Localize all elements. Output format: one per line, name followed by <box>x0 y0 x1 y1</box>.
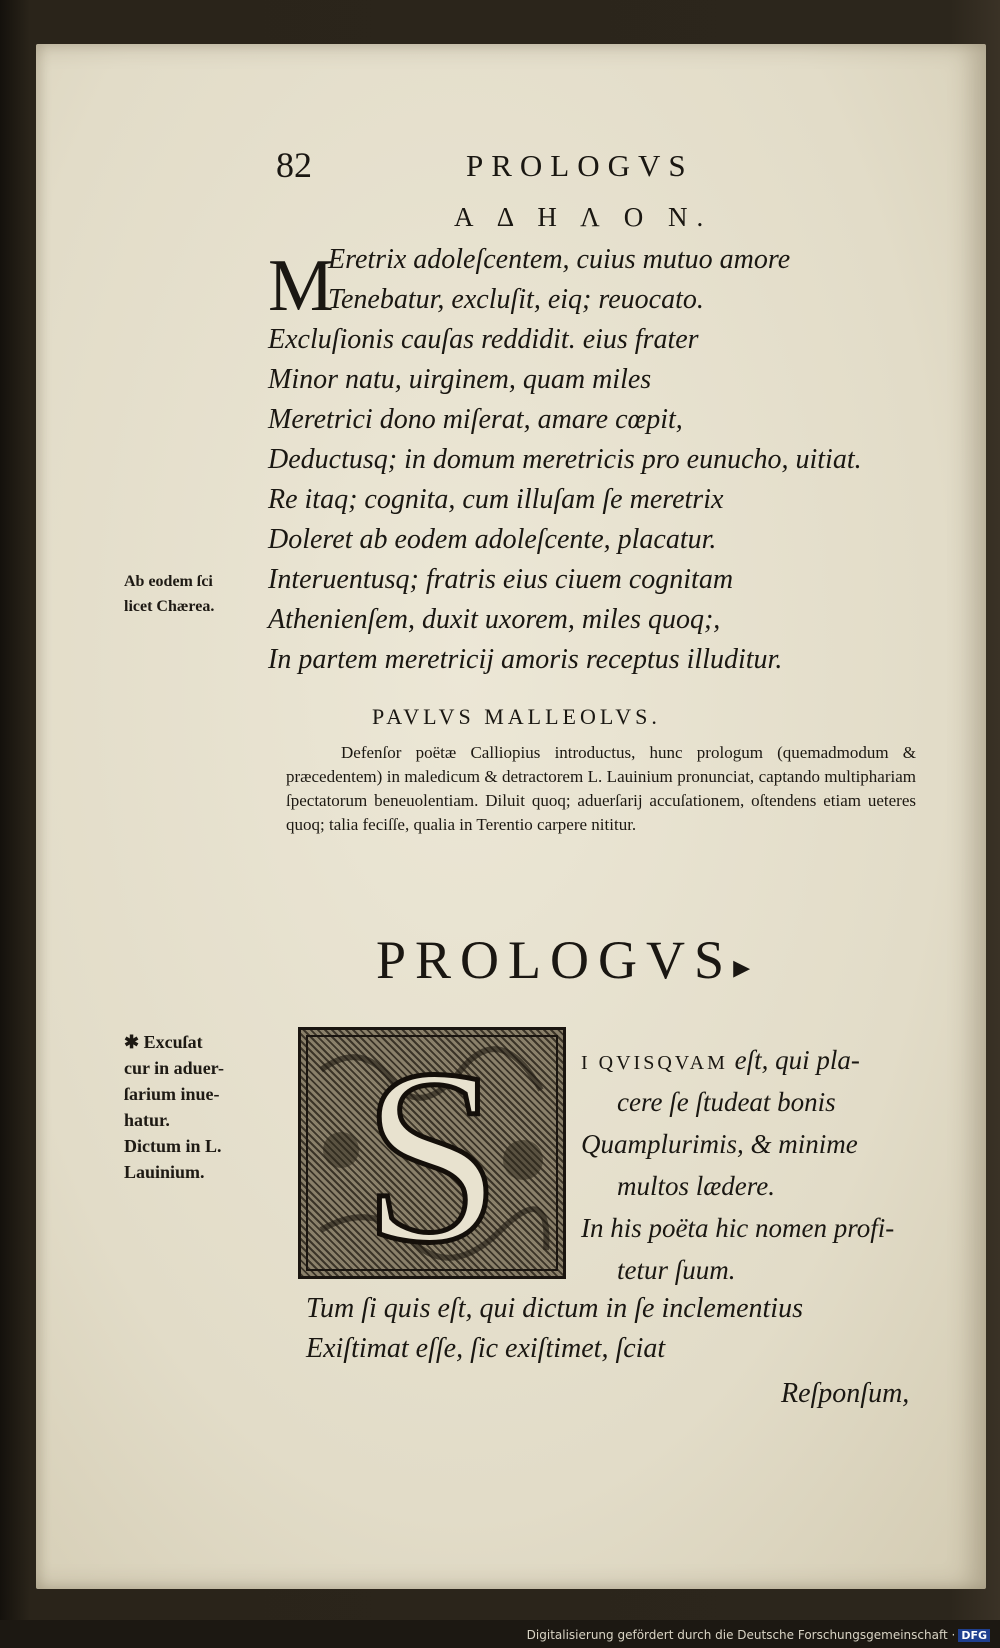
argument-line: Minor natu, uirginem, quam miles <box>268 364 652 395</box>
argument-initial: M <box>268 245 334 327</box>
argument-line: Athenienſem, duxit uxorem, miles quoq;, <box>268 604 721 635</box>
argument-title: A Δ Η Λ Ο Ν. <box>454 202 713 232</box>
prologue-heading-text: PROLOGVS <box>376 930 734 990</box>
prologue-line-rest: eſt, qui pla- <box>727 1045 860 1075</box>
margin-note-line: hatur. <box>124 1110 170 1130</box>
argument-line: Re itaq; cognita, cum illuſam ſe meretrix <box>268 484 724 515</box>
prologue-verse <box>581 1040 961 1292</box>
argument-line: Tenebatur, excluſit, eiq; reuocato. <box>328 284 704 315</box>
argument-line: Deductusq; in domum meretricis pro eunucho, uitiat. <box>268 444 862 475</box>
prologue-line: cere ſe ſtudeat bonis <box>617 1087 836 1117</box>
argument-line: Meretrici dono miſerat, amare cœpit, <box>268 404 683 435</box>
prologue-line <box>581 1040 961 1082</box>
catchword: Reſponſum, <box>781 1378 910 1409</box>
argument-line: Doleret ab eodem adoleſcente, placatur. <box>268 524 717 555</box>
prologue-line: Tum ſi quis eſt, qui dictum in ſe inclementius <box>306 1293 803 1324</box>
woodcut-illustration-icon <box>301 1030 563 1276</box>
prologue-small-caps: I QVISQVAM <box>581 1052 728 1074</box>
argument-line: Excluſionis cauſas reddidit. eius frater <box>268 324 699 355</box>
woodcut-initial <box>298 1027 566 1279</box>
prologue-line: multos lædere. <box>617 1171 775 1201</box>
prologue-line: In his poëta hic nomen profi- <box>581 1213 895 1243</box>
margin-note-line: Ab eodem ſci <box>124 573 213 590</box>
prologue-line: Quamplurimis, & minime <box>581 1129 858 1159</box>
margin-note-chaerea <box>124 569 264 619</box>
credit-text: Digitalisierung gefördert durch die Deutsche Forschungsgemeinschaft · <box>526 1628 956 1642</box>
argument-verse <box>268 240 908 680</box>
commentator-name: PAVLVS MALLEOLVS. <box>372 704 661 729</box>
digitization-credit <box>527 1628 990 1642</box>
margin-note-lauinium <box>124 1029 264 1185</box>
argument-line: Interuentusq; fratris eius ciuem cognitam <box>268 564 734 595</box>
book-page <box>36 44 986 1589</box>
argument-line: In partem meretricij amoris receptus illuditur. <box>268 644 783 675</box>
running-head: PROLOGVS <box>466 148 694 183</box>
prologue-line: Exiſtimat eſſe, ſic exiſtimet, ſciat <box>306 1333 666 1364</box>
argument-line: Eretrix adoleſcentem, cuius mutuo amore <box>328 244 791 275</box>
margin-note-line: cur in aduer- <box>124 1058 225 1078</box>
prologue-line: tetur ſuum. <box>617 1255 736 1285</box>
margin-note-line: Dictum in L. <box>124 1136 222 1156</box>
margin-note-line: licet Chærea. <box>124 598 215 615</box>
heading-ornament-icon: ▸ <box>733 949 751 986</box>
page-number: 82 <box>276 145 312 185</box>
commentary-paragraph: Defenſor poëtæ Calliopius introductus, hunc prologum (quemadmodum & præcedentem) in maledicum & detractorem L. Lauinium pronunciat, captando multiphariam ſpectatorum beneuolentiam. Diluit quoq; aduerſarij accuſationem, oſtendens etiam ueteres quoq; talia feciſſe, qualia in Terentio carpere nititur. <box>286 743 916 834</box>
prologue-heading <box>376 929 750 991</box>
prologue-continuation <box>306 1289 926 1369</box>
margin-note-line: Lauinium. <box>124 1162 205 1182</box>
dfg-logo: DFG <box>958 1629 990 1642</box>
woodcut-letter: S <box>362 1030 502 1276</box>
margin-note-line: ſarium inue- <box>124 1084 220 1104</box>
margin-note-line: ✱ Excuſat <box>124 1032 203 1052</box>
